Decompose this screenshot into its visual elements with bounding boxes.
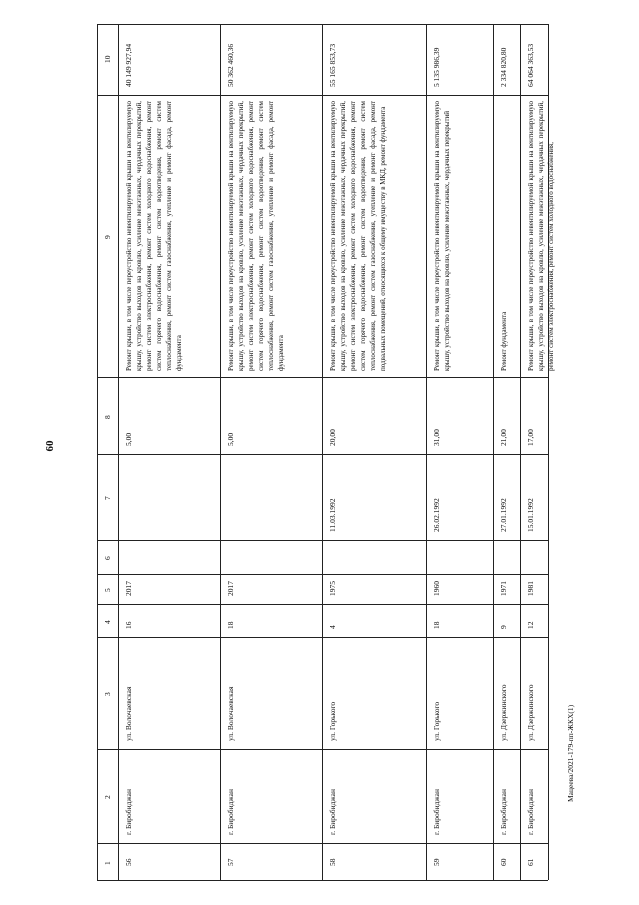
empty-cell: [426, 540, 493, 574]
empty-cell: [520, 540, 548, 574]
work-description-cell-text: Ремонт крыши, в том числе переустройство невентилируемой крыши на вентилируемую крышу, устройство выходов на кровлю, усиление межэтажных, чердачных перекрытий, ремонт систем электроснабжения, ремонт систем холодного водоснабжения, ремонт систем горячего водоснабжения, ремонт систем водоотведения, ремонт систем теплоснабжения, ремонт систем газоснабжения, утепление и ремонт фасада, ремонт фундамента: [227, 101, 286, 371]
house-cell-text: 12: [526, 621, 535, 629]
header-cell: [97, 574, 118, 604]
wear-cell: [118, 377, 220, 454]
wear-cell-text: 5,00: [124, 432, 133, 446]
house-cell: [220, 604, 322, 637]
row-number-cell-text: 58: [328, 858, 337, 866]
row-number-cell: [426, 843, 493, 880]
header-cell-text: 3: [103, 692, 112, 696]
header-cell: [97, 604, 118, 637]
header-cell: [97, 377, 118, 454]
city-cell-text: г. Биробиджан: [226, 789, 235, 835]
page-number: 60: [44, 440, 56, 452]
row-number-cell-text: 59: [432, 858, 441, 866]
cost-cell: [426, 24, 493, 95]
year-cell-text: 1960: [432, 581, 441, 596]
house-cell-text: 18: [432, 621, 441, 629]
header-cell: [97, 540, 118, 574]
street-cell-text: ул. Волочаевская: [124, 686, 133, 741]
city-cell: [520, 749, 548, 843]
house-cell: [493, 604, 520, 637]
wear-cell-text: 21,00: [499, 429, 508, 446]
cost-cell: [520, 24, 548, 95]
row-number-cell: [220, 843, 322, 880]
year-cell: [118, 574, 220, 604]
house-cell-text: 4: [328, 625, 337, 629]
header-cell: [97, 454, 118, 540]
cost-cell-text: 40 149 927,94: [124, 43, 133, 87]
row-number-cell: [118, 843, 220, 880]
year-cell-text: 2017: [124, 581, 133, 596]
house-cell-text: 18: [226, 621, 235, 629]
date-cell: [220, 454, 322, 540]
row-number-cell: [520, 843, 548, 880]
header-cell: [97, 843, 118, 880]
year-cell-text: 1981: [526, 581, 535, 596]
wear-cell: [426, 377, 493, 454]
street-cell: [220, 637, 322, 749]
work-description-cell-text: Ремонт крыши, в том числе переустройство невентилируемой крыши на вентилируемую крышу, устройство выходов на кровлю, усиление межэтажных, чердачных перекрытий, ремонт систем электроснабжения, ремонт систем холодного водоснабжения, ремонт систем горячего водоснабжения, ремонт систем водоотведения, ремонт систем теплоснабжения, ремонт систем газоснабжения, утепление и ремонт фасада, ремонт подвальных помещений, относящихся к общему имуществу в МКД, ремонт фундамента: [329, 101, 388, 371]
city-cell-text: г. Биробиджан: [432, 789, 441, 835]
row-number-cell-text: 56: [124, 858, 133, 866]
cost-cell-text: 5 135 986,39: [432, 47, 441, 87]
date-cell: [520, 454, 548, 540]
year-cell-text: 2017: [226, 581, 235, 596]
street-cell-text: ул. Дзержинского: [499, 684, 508, 741]
wear-cell: [322, 377, 426, 454]
row-number-cell-text: 61: [526, 858, 535, 866]
header-cell-text: 4: [103, 619, 112, 624]
header-cell-text: 6: [103, 556, 112, 560]
city-cell: [493, 749, 520, 843]
row-number-cell: [322, 843, 426, 880]
date-cell-text: 11.03.1992: [328, 498, 337, 532]
city-cell-text: г. Биробиджан: [124, 789, 133, 835]
empty-cell: [220, 540, 322, 574]
work-description-cell-text: Ремонт крыши, в том числе переустройство невентилируемой крыши на вентилируемую крышу, устройство выходов на кровлю, усиление межэтажных, чердачных перекрытий: [433, 101, 452, 371]
work-description-cell-text: Ремонт фундамента: [500, 311, 508, 371]
year-cell: [322, 574, 426, 604]
year-cell: [426, 574, 493, 604]
work-description-cell: [118, 95, 220, 377]
city-cell-text: г. Биробиджан: [499, 789, 508, 835]
work-description-cell: [520, 95, 556, 377]
street-cell: [493, 637, 520, 749]
date-cell-text: 15.01.1992: [526, 498, 535, 532]
work-description-cell: [220, 95, 322, 377]
date-cell: [118, 454, 220, 540]
wear-cell: [220, 377, 322, 454]
year-cell: [220, 574, 322, 604]
city-cell-text: г. Биробиджан: [526, 789, 535, 835]
header-cell-text: 1: [103, 860, 112, 865]
date-cell: [322, 454, 426, 540]
header-cell-text: 5: [103, 588, 112, 592]
street-cell: [426, 637, 493, 749]
header-cell-text: 8: [103, 414, 112, 419]
header-cell-text: 10: [103, 55, 112, 63]
wear-cell-text: 5,00: [226, 432, 235, 446]
header-cell: [97, 95, 118, 377]
street-cell-text: ул. Горького: [432, 701, 441, 741]
row-number-cell: [493, 843, 520, 880]
header-cell: [97, 24, 118, 95]
date-cell: [426, 454, 493, 540]
work-description-cell: [322, 95, 426, 377]
cost-cell: [322, 24, 426, 95]
wear-cell-text: 31,00: [432, 429, 441, 446]
footer-code-text: Мацеева/2021-179-пп-ЖКХ(1): [566, 704, 575, 802]
header-cell: [97, 749, 118, 843]
header-cell-text: 2: [103, 795, 112, 799]
year-cell: [493, 574, 520, 604]
wear-cell: [520, 377, 548, 454]
wear-cell-text: 20,00: [328, 429, 337, 446]
street-cell: [118, 637, 220, 749]
cost-cell-text: 2 334 820,80: [499, 47, 508, 87]
cost-cell: [493, 24, 520, 95]
street-cell-text: ул. Дзержинского: [526, 684, 535, 741]
street-cell-text: ул. Горького: [328, 701, 337, 741]
cost-cell-text: 50 362 460,36: [226, 43, 235, 87]
wear-cell: [493, 377, 520, 454]
row-number-cell-text: 60: [499, 858, 508, 866]
work-description-cell-text: Ремонт крыши, в том числе переустройство невентилируемой крыши на вентилируемую крышу, устройство выходов на кровлю, усиление межэтажных, чердачных перекрытий, ремонт систем электроснабжения, ремонт систем холодного водоснабжения,: [527, 101, 556, 371]
city-cell-text: г. Биробиджан: [328, 789, 337, 835]
year-cell-text: 1975: [328, 581, 337, 596]
city-cell: [118, 749, 220, 843]
house-cell-text: 16: [124, 621, 133, 629]
empty-cell: [322, 540, 426, 574]
header-cell-text: 9: [103, 235, 112, 239]
date-cell: [493, 454, 520, 540]
cost-cell-text: 64 064 363,53: [526, 43, 535, 87]
house-cell: [520, 604, 548, 637]
date-cell-text: 26.02.1992: [432, 498, 441, 532]
street-cell: [322, 637, 426, 749]
house-cell: [426, 604, 493, 637]
work-description-cell: [426, 95, 493, 377]
cost-cell: [118, 24, 220, 95]
work-description-cell-text: Ремонт крыши, в том числе переустройство невентилируемой крыши на вентилируемую крышу, устройство выходов на кровлю, усиление межэтажных, чердачных перекрытий, ремонт систем электроснабжения, ремонт систем холодного водоснабжения, ремонт систем горячего водоснабжения, ремонт систем водоотведения, ремонт систем теплоснабжения, ремонт систем газоснабжения, утепление и ремонт фасада, ремонт фундамента: [125, 101, 184, 371]
header-cell-text: 7: [103, 496, 112, 500]
year-cell: [520, 574, 548, 604]
city-cell: [322, 749, 426, 843]
city-cell: [220, 749, 322, 843]
table-rule-horizontal: [97, 880, 548, 881]
cost-cell-text: 55 165 853,73: [328, 43, 337, 87]
empty-cell: [493, 540, 520, 574]
row-number-cell-text: 57: [226, 858, 235, 866]
cost-cell: [220, 24, 322, 95]
house-cell: [118, 604, 220, 637]
date-cell-text: 27.01.1992: [499, 498, 508, 532]
empty-cell: [118, 540, 220, 574]
house-cell: [322, 604, 426, 637]
house-cell-text: 9: [499, 625, 508, 629]
wear-cell-text: 17,00: [526, 429, 535, 446]
street-cell-text: ул. Волочаевская: [226, 686, 235, 741]
header-cell: [97, 637, 118, 749]
work-description-cell: [493, 95, 520, 377]
year-cell-text: 1971: [499, 581, 508, 596]
street-cell: [520, 637, 548, 749]
city-cell: [426, 749, 493, 843]
